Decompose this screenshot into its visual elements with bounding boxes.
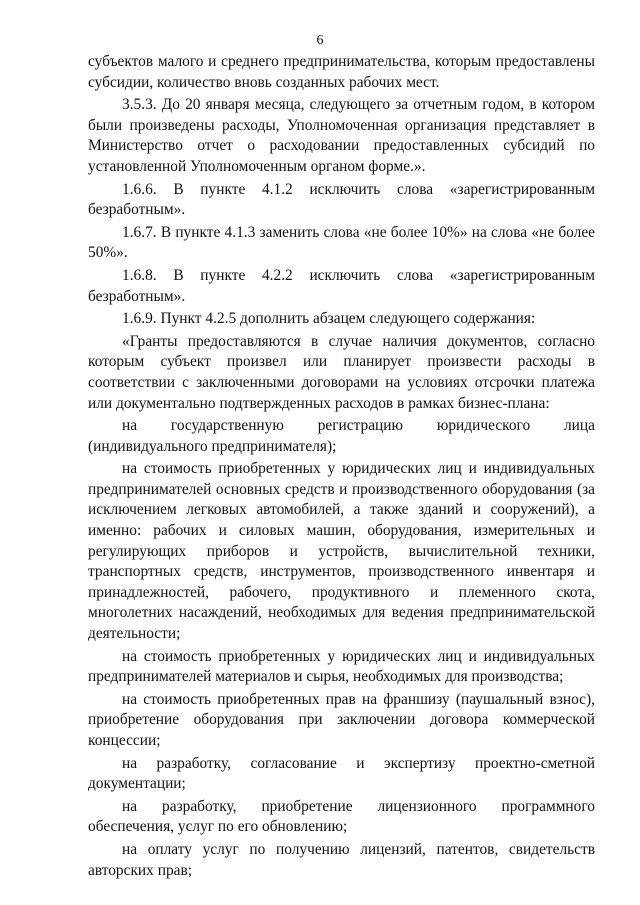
list-item-franchise: на стоимость приобретенных прав на франшизу (паушальный взнос), приобретение оборудования при заключении договора коммерческой концессии; [88,690,595,749]
list-item-fixed-assets: на стоимость приобретенных у юридических лиц и индивидуальных предпринимателей основных средств и производственного оборудования (за исключением легковых автомобилей, а также зданий и сооружений), а именно: рабочих и силовых машин, оборудования, измерительных и регулирующих приборов и устройств, вычислительной техники, транспортных средств, инструментов, производственного инвентаря и принадлежностей, рабочего, продуктивного и племенного скота, многолетних насаждений, необходимых для ведения предпринимательской деятельности; [88,460,595,643]
list-item-materials: на стоимость приобретенных у юридических лиц и индивидуальных предпринимателей материалов и сырья, необходимых для производства; [88,647,595,686]
paragraph-grants-intro: «Гранты предоставляются в случае наличия документов, согласно которым субъект произвел или планирует произвести расходы в соответствии с заключенными договорами на условиях отсрочки платежа или документально подтвержденных расходов в рамках бизнес-плана: [88,332,595,412]
list-item-registration: на государственную регистрацию юридического лица (индивидуального предпринимателя); [88,417,595,455]
paragraph-1-6-8: 1.6.8. В пункте 4.2.2 исключить слова «зарегистрированным безработным». [88,266,595,305]
list-item-licenses: на оплату услуг по получению лицензий, патентов, свидетельств авторских прав; [88,840,595,879]
paragraph-1-6-9: 1.6.9. Пункт 4.2.5 дополнить абзацем следующего содержания: [122,310,536,328]
paragraph-continuation: субъектов малого и среднего предпринимательства, которым предоставлены субсидии, количество вновь созданных рабочих мест. [88,53,595,91]
paragraph-1-6-6: 1.6.6. В пункте 4.1.2 исключить слова «зарегистрированным безработным». [88,180,595,219]
document-body [88,52,595,883]
paragraph-1-6-7: 1.6.7. В пункте 4.1.3 заменить слова «не более 10%» на слова «не более 50%». [88,223,595,262]
list-item-design-docs: на разработку, согласование и экспертизу проектно-сметной документации; [88,754,595,793]
paragraph-3-5-3: 3.5.3. До 20 января месяца, следующего за отчетным годом, в котором были произведены расходы, Уполномоченная организация представляет в Министерство отчет о расходовании предоставленных субсидий по установленной Уполномоченным органом форме.». [88,96,595,175]
list-item-software: на разработку, приобретение лицензионного программного обеспечения, услуг по его обновлению; [88,797,595,836]
page-number: 6 [316,33,324,48]
